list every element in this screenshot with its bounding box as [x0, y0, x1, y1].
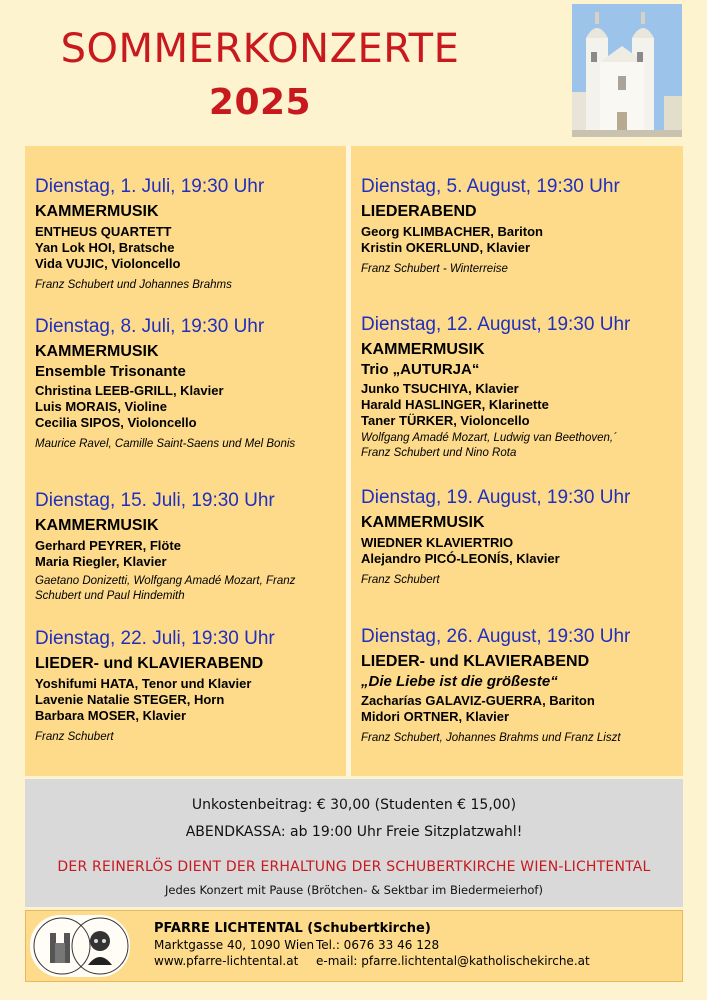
concert-program — [361, 431, 681, 461]
pause-notice: Jedes Konzert mit Pause (Brötchen- & Sektbar im Biedermeierhof) — [165, 883, 543, 897]
parish-address: Marktgasse 40, 1090 Wien — [154, 938, 315, 952]
concert-motto: „Die Liebe ist die größeste“ — [361, 673, 558, 690]
price-info: Unkostenbeitrag: € 30,00 (Studenten € 15,00) — [191, 797, 517, 813]
concert-1-july — [35, 176, 355, 293]
performer: WIEDNER KLAVIERTRIO — [361, 535, 514, 550]
concert-date: Dienstag, 26. August, 19:30 Uhr — [361, 626, 631, 647]
concert-program: Franz Schubert — [35, 731, 114, 743]
concert-19-august — [361, 487, 681, 588]
concert-date: Dienstag, 12. August, 19:30 Uhr — [361, 314, 631, 335]
parish-footer — [25, 910, 683, 982]
concert-8-july — [35, 316, 355, 452]
performer: Harald HASLINGER, Klarinette — [361, 397, 549, 412]
performer: Luis MORAIS, Violine — [35, 399, 167, 414]
concert-genre: KAMMERMUSIK — [35, 517, 159, 534]
performer-list — [361, 381, 681, 429]
performer: Alejandro PICÓ-LEONÍS, Klavier — [361, 551, 560, 566]
concert-22-july — [35, 628, 355, 745]
performer: Zacharías GALAVIZ-GUERRA, Bariton — [361, 693, 595, 708]
performer-list — [35, 538, 355, 570]
performer-list — [361, 693, 681, 725]
performer-list — [361, 535, 681, 567]
concert-genre: KAMMERMUSIK — [35, 343, 159, 360]
concert-program — [35, 574, 355, 604]
performer: Junko TSUCHIYA, Klavier — [361, 381, 519, 396]
title-line1: SOMMERKONZERTE — [60, 26, 460, 72]
concert-date: Dienstag, 5. August, 19:30 Uhr — [361, 176, 620, 197]
concert-date: Dienstag, 8. Juli, 19:30 Uhr — [35, 316, 265, 337]
ensemble-name: Trio „AUTURJA“ — [361, 361, 480, 378]
program-line: Wolfgang Amadé Mozart, Ludwig van Beethoven,´ — [361, 432, 617, 444]
parish-phone: Tel.: 0676 33 46 128 — [316, 938, 440, 952]
concert-program: Franz Schubert - Winterreise — [361, 263, 508, 275]
schubertkirche-logo — [30, 915, 130, 977]
performer: Kristin OKERLUND, Klavier — [361, 240, 531, 255]
performer: Yoshifumi HATA, Tenor und Klavier — [35, 676, 252, 691]
program-line: Gaetano Donizetti, Wolfgang Amadé Mozart, Franz — [35, 575, 296, 587]
concert-genre: LIEDER- und KLAVIERABEND — [35, 655, 264, 672]
concert-program: Franz Schubert und Johannes Brahms — [35, 279, 232, 291]
concert-date: Dienstag, 22. Juli, 19:30 Uhr — [35, 628, 275, 649]
performer-list — [35, 224, 355, 272]
poster-title — [40, 26, 480, 126]
parish-name: PFARRE LICHTENTAL (Schubertkirche) — [154, 921, 431, 936]
concert-genre: KAMMERMUSIK — [35, 203, 159, 220]
proceeds-notice: DER REINERLÖS DIENT DER ERHALTUNG DER SCHUBERTKIRCHE WIEN-LICHTENTAL — [57, 859, 651, 875]
concert-program: Maurice Ravel, Camille Saint-Saens und Mel Bonis — [35, 438, 296, 450]
concert-26-august — [361, 626, 681, 746]
performer-list — [361, 224, 681, 256]
concert-genre: LIEDER- und KLAVIERABEND — [361, 653, 590, 670]
program-line: Schubert und Paul Hindemith — [35, 590, 185, 602]
performer: Lavenie Natalie STEGER, Horn — [35, 692, 225, 707]
performer: Vida VUJIC, Violoncello — [35, 256, 181, 271]
performer-list — [35, 676, 355, 724]
performer: Taner TÜRKER, Violoncello — [361, 413, 530, 428]
concert-date: Dienstag, 19. August, 19:30 Uhr — [361, 487, 631, 508]
performer: Midori ORTNER, Klavier — [361, 709, 510, 724]
ticket-info-panel — [25, 779, 683, 907]
concert-program: Franz Schubert, Johannes Brahms und Franz Liszt — [361, 732, 621, 744]
concert-genre: KAMMERMUSIK — [361, 341, 485, 358]
performer: Yan Lok HOI, Bratsche — [35, 240, 175, 255]
parish-email-link[interactable]: e-mail: pfarre.lichtental@katholischekirche.at — [316, 954, 590, 968]
performer: Georg KLIMBACHER, Bariton — [361, 224, 543, 239]
ensemble-name: Ensemble Trisonante — [35, 363, 186, 380]
church-photo — [572, 4, 682, 137]
performer: Maria Riegler, Klavier — [35, 554, 167, 569]
performer-list — [35, 383, 355, 431]
program-line: Franz Schubert und Nino Rota — [361, 447, 517, 459]
concert-5-august — [361, 176, 681, 277]
concert-program: Franz Schubert — [361, 574, 440, 586]
parish-website-link[interactable]: www.pfarre-lichtental.at — [154, 954, 299, 968]
concert-12-august — [361, 314, 681, 461]
boxoffice-info: ABENDKASSA: ab 19:00 Uhr Freie Sitzplatzwahl! — [185, 824, 523, 840]
concert-date: Dienstag, 15. Juli, 19:30 Uhr — [35, 490, 275, 511]
concert-date: Dienstag, 1. Juli, 19:30 Uhr — [35, 176, 265, 197]
concert-15-july — [35, 490, 355, 604]
performer: Christina LEEB-GRILL, Klavier — [35, 383, 224, 398]
concert-genre: LIEDERABEND — [361, 203, 477, 220]
title-year: 2025 — [208, 82, 312, 123]
performer: Gerhard PEYRER, Flöte — [35, 538, 181, 553]
performer: ENTHEUS QUARTETT — [35, 224, 172, 239]
concert-genre: KAMMERMUSIK — [361, 514, 485, 531]
performer: Cecilia SIPOS, Violoncello — [35, 415, 197, 430]
performer: Barbara MOSER, Klavier — [35, 708, 187, 723]
